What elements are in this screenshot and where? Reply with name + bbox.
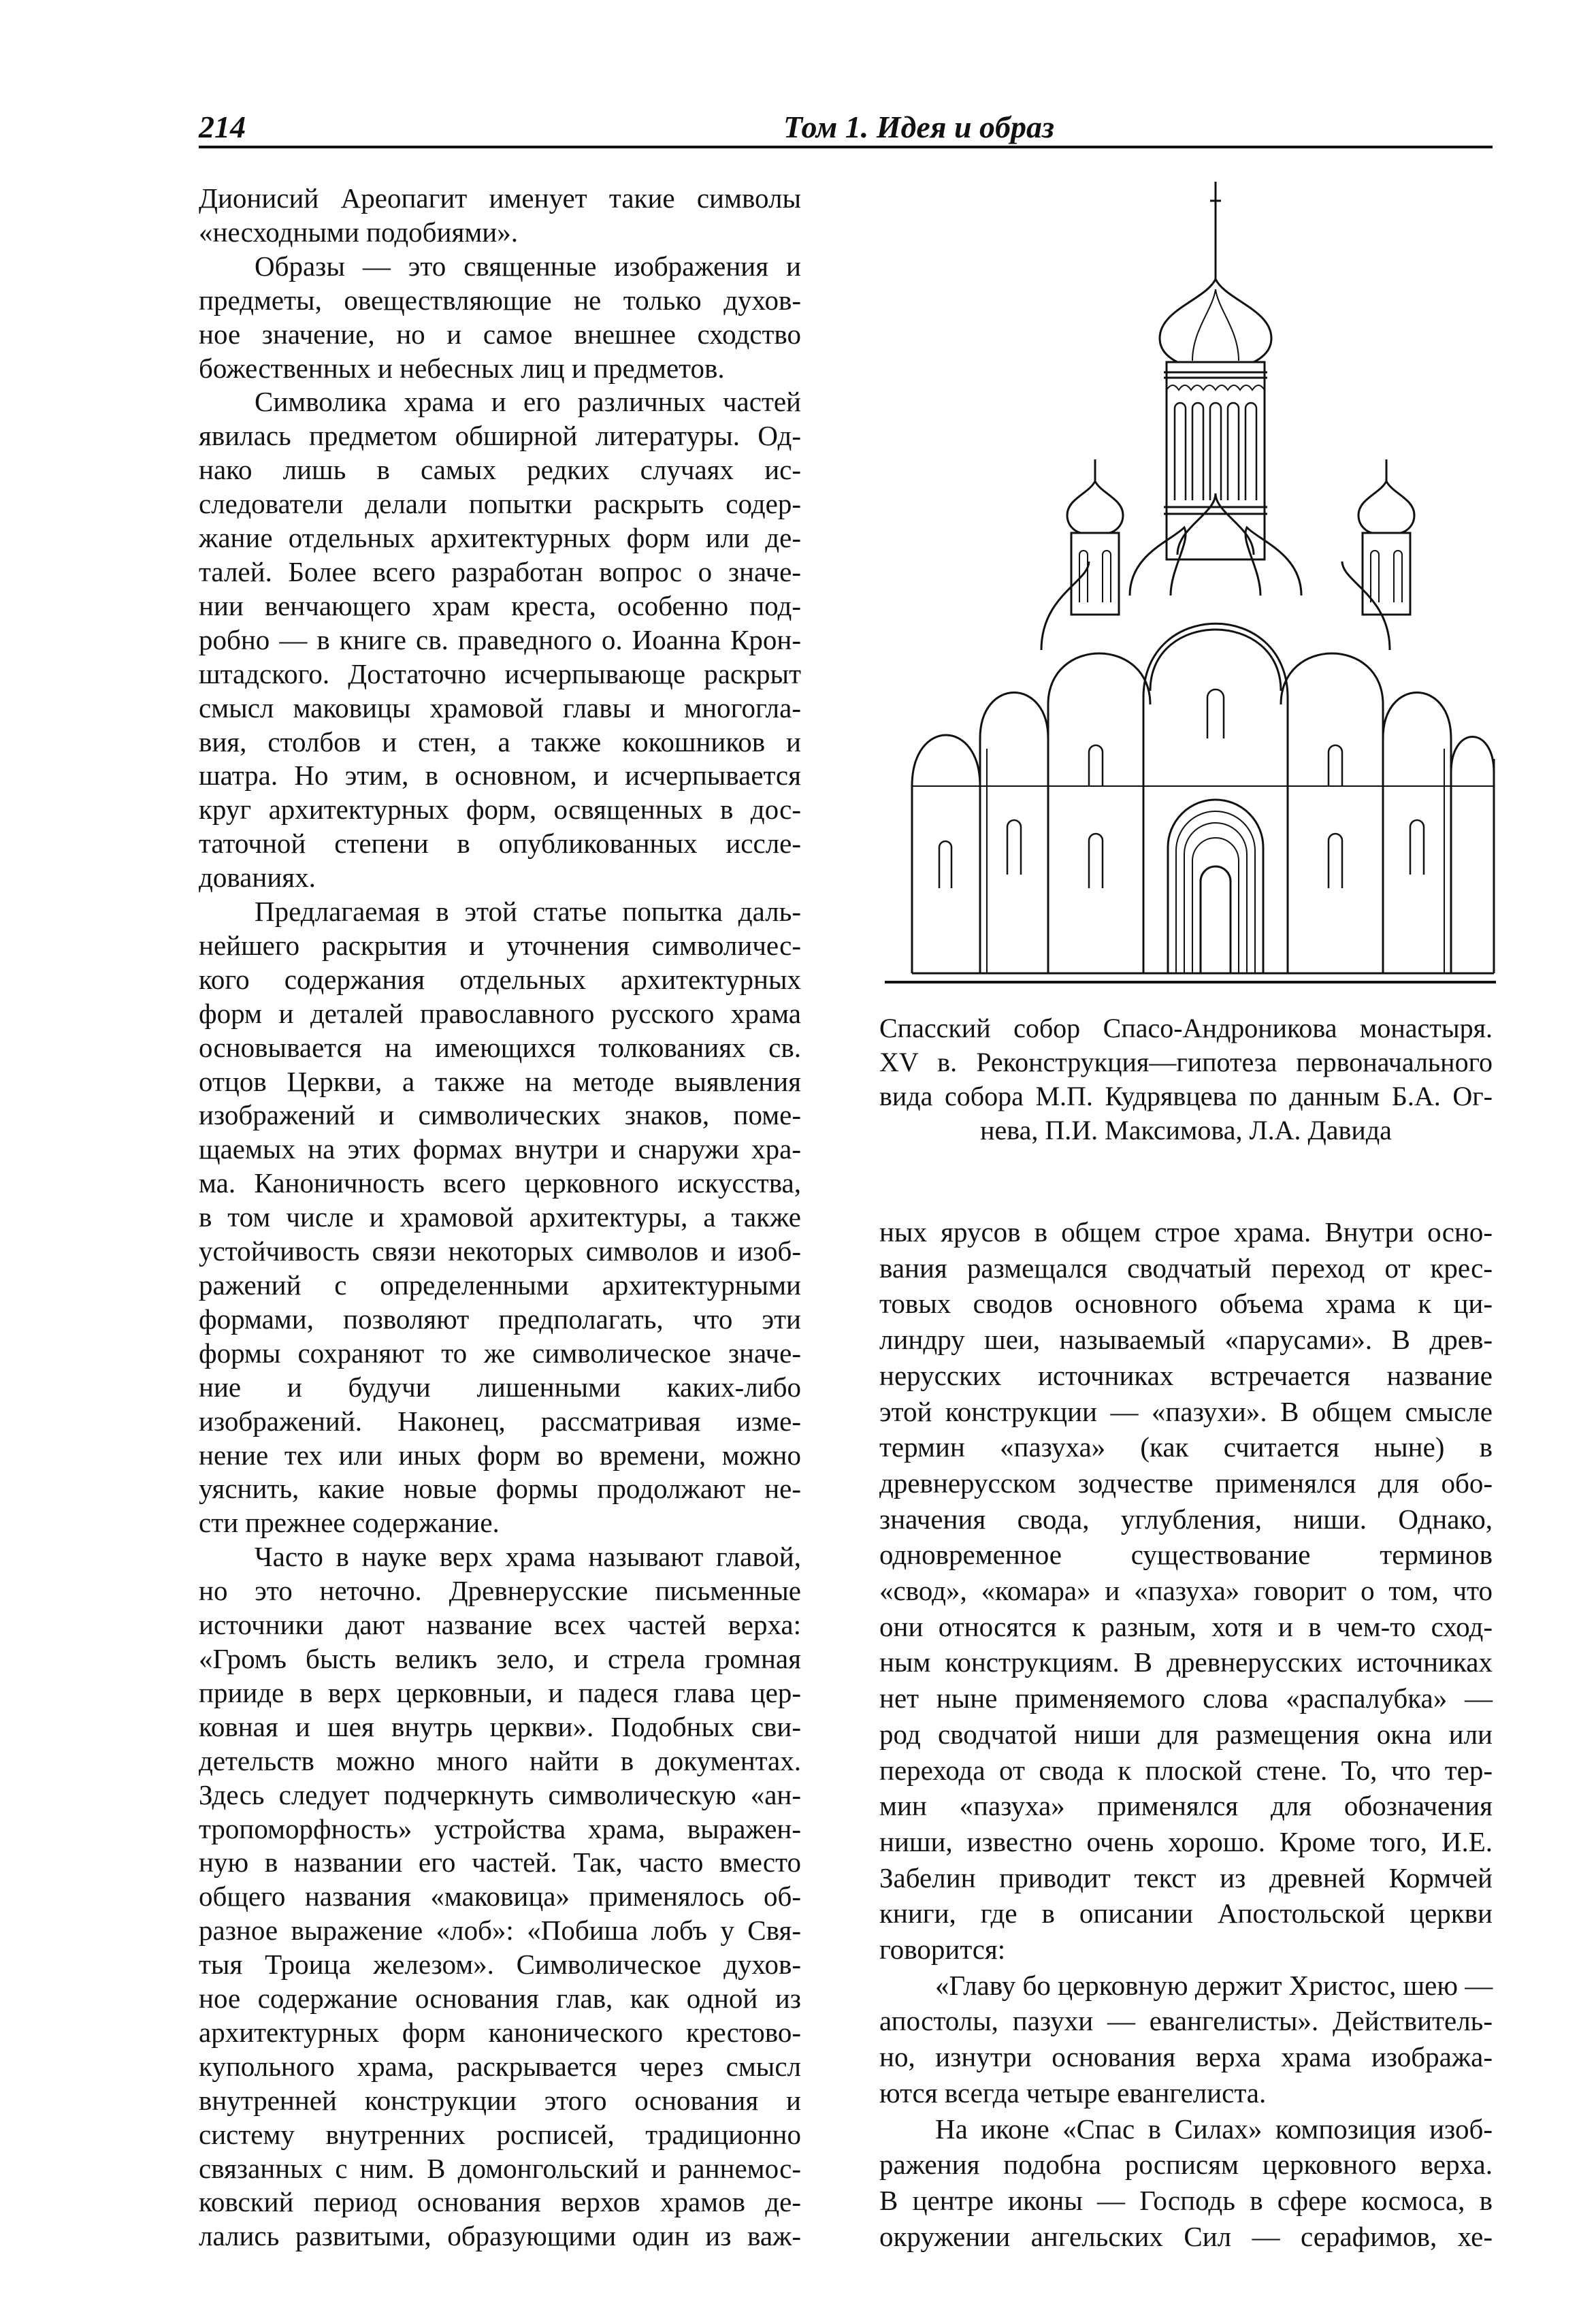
paragraph [199,385,801,895]
paragraph [199,250,801,386]
text-line: Часто в науке верх храма называют главой, [255,1541,801,1573]
header-rule [199,146,1493,148]
figure-caption [879,1011,1493,1148]
text-line: нейшего раскрытия и уточнения символичес- [199,929,801,961]
paragraph [199,895,801,1540]
text-line: штадского. Достаточно исчерпывающе раскрыт [199,657,801,689]
text-line: устойчивость связи некоторых символов и изоб- [199,1235,801,1267]
text-line: ражений с определенными архитектурными [199,1269,801,1301]
text-line: источники дают название всех частей верха: [199,1609,801,1641]
text-line: шатра. Но этим, в основном, и исчерпывается [199,760,801,792]
text-line: книги, где в описании Апостольской церкви [879,1898,1493,1930]
text-line: «свод», «комара» и «пазуха» говорит о том, что [879,1575,1493,1607]
text-line: талей. Более всего разработан вопрос о значе- [199,555,801,587]
text-line: кого содержания отдельных архитектурных [199,963,801,995]
text-line: купольного храма, раскрывается через смысл [199,2050,801,2082]
text-line: связанных с ним. В домонгольский и раннемос- [199,2152,801,2184]
text-line: систему внутренних росписей, традиционно [199,2118,801,2150]
text-line: ное значение, но и самое внешнее сходство [199,318,801,350]
text-line: формами, позволяют предполагать, что эти [199,1303,801,1335]
text-line: вия, столбов и стен, а также кокошников и [199,726,801,758]
text-line: Забелин приводит текст из древней Кормчей [879,1861,1493,1893]
text-line: изображений и символических знаков, поме- [199,1099,801,1131]
text-line: таточной степени в опубликованных иссле- [199,828,801,860]
text-line: Символика храма и его различных частей [255,386,801,418]
text-line: но это неточно. Древнерусские письменные [199,1575,801,1607]
text-line: мин «пазуха» применялся для обозначения [879,1790,1493,1822]
text-line: нерусских источниках встречается название [879,1359,1493,1391]
text-line: но, изнутри основания верха храма изобража- [879,2041,1493,2073]
text-line: термин «пазуха» (как считается ныне) в [879,1431,1493,1463]
right-text-column [879,1214,1493,2254]
text-line: ковная и шея внутрь церкви». Подобных сви- [199,1710,801,1742]
text-line: сти прежнее содержание. [199,1507,500,1539]
text-line: божественных и небесных лиц и предметов. [199,352,725,384]
page-number: 214 [199,110,246,144]
text-line: в том числе и храмовой архитектуры, а также [199,1201,801,1233]
caption-line: Спасский собор Спасо-Андроникова монастыря. [879,1013,1493,1043]
text-line: ное содержание основания глав, как одной из [199,1983,801,2015]
text-line: щаемых на этих формах внутри и снаружи хра- [199,1133,801,1165]
text-line: уяснить, какие новые формы продолжают не- [199,1473,801,1505]
text-line: ниши, известно очень хорошо. Кроме того, И.Е. [879,1825,1493,1857]
text-line: тропоморфность» устройства храма, выражен- [199,1812,801,1844]
text-line: ются всегда четыре евангелиста. [879,2077,1267,2109]
text-line: товых сводов основного объема храма к ци- [879,1288,1493,1320]
text-line: архитектурных форм канонического крестово- [199,2016,801,2048]
text-line: ковский период основания верхов храмов де- [199,2186,801,2218]
text-line: «несходными подобиями». [199,216,518,248]
text-line: внутренней конструкции этого основания и [199,2084,801,2116]
text-line: формы сохраняют то же символическое значе- [199,1337,801,1369]
caption-line: вида собора М.П. Кудрявцева по данным Б.А. Ог- [879,1081,1493,1111]
text-line: апостолы, пазухи — евангелисты». Действитель- [879,2005,1493,2037]
text-line: они относятся к разным, хотя и в чем-то сход- [879,1610,1493,1642]
text-line: лались развитыми, образующими один из важ- [199,2220,801,2252]
text-line: ма. Каноничность всего церковного искусства, [199,1167,801,1199]
text-line: отцов Церкви, а также на методе выявления [199,1065,801,1097]
text-line: ных ярусов в общем строе храма. Внутри осно- [879,1216,1493,1248]
text-line: В центре иконы — Господь в сфере космоса, в [879,2184,1493,2216]
text-line: перехода от свода к плоской стене. То, что тер- [879,1754,1493,1786]
text-line: детельств можно много найти в документах. [199,1744,801,1776]
text-line: разное выражение «лоб»: «Побиша лобъ у Свя- [199,1915,801,1947]
text-line: нет ныне применяемого слова «распалубка» — [879,1682,1493,1714]
left-text-column [199,182,801,2254]
text-line: следователи делали попытки раскрыть содер- [199,488,801,520]
text-line: нако лишь в самых редких случаях ис- [199,454,801,486]
text-line: Дионисий Ареопагит именует такие символы [199,182,801,214]
text-line: смысл маковицы храмовой главы и многогла- [199,692,801,723]
text-line: робно — в книге св. праведного о. Иоанна Крон- [199,623,801,655]
text-line: «Громъ бысть великъ зело, и стрела громная [199,1642,801,1674]
text-line: нии венчающего храм креста, особенно под- [199,589,801,621]
text-line: одновременное существование терминов [879,1539,1493,1571]
paragraph [879,2111,1493,2255]
text-line: значения свода, углубления, ниши. Однако, [879,1503,1493,1535]
running-title: Том 1. Идея и образ [783,110,1054,144]
text-line: нение тех или иных форм во времени, можно [199,1439,801,1471]
text-line: ную в названии его частей. Так, часто вместо [199,1847,801,1878]
paragraph [879,1968,1493,2111]
text-line: общего названия «маковица» применялось об- [199,1881,801,1913]
text-line: древнерусском зодчестве применялся для обо- [879,1467,1493,1499]
text-line: ние и будучи лишенными каких-либо [199,1371,801,1403]
text-line: линдру шеи, называемый «парусами». В древ- [879,1324,1493,1356]
text-line: круг архитектурных форм, освященных в дос- [199,794,801,826]
caption-line: XV в. Реконструкция—гипотеза первоначального [879,1047,1493,1077]
paragraph [199,182,801,250]
text-line: Образы — это священные изображения и [255,250,801,282]
text-line: дованиях. [199,862,316,894]
text-line: ным конструкциям. В древнерусских источниках [879,1646,1493,1678]
text-line: вания размещался сводчатый переход от крес- [879,1252,1493,1284]
text-line: ражения подобна росписям церковного верха. [879,2149,1493,2181]
paragraph [199,1540,801,2254]
caption-line: нева, П.И. Максимова, Л.А. Давида [980,1115,1392,1145]
text-line: тыя Троица железом». Символическое духов- [199,1949,801,1981]
text-line: Здесь следует подчеркнуть символическую «ан- [199,1778,801,1810]
text-line: форм и деталей православного русского храма [199,997,801,1029]
text-line: основывается на имеющихся толкованиях св. [199,1031,801,1063]
text-line: На иконе «Спас в Силах» композиция изоб- [935,2113,1493,2145]
text-line: явилась предметом обширной литературы. Од- [199,420,801,452]
paragraph [879,1214,1493,1968]
text-line: предметы, овеществляющие не только духов- [199,284,801,316]
text-line: «Главу бо церковную держит Христос, шею — [935,1969,1493,2001]
text-line: род сводчатой ниши для размещения окна или [879,1718,1493,1750]
text-line: говорится: [879,1934,1006,1966]
text-line: изображений. Наконец, рассматривая изме- [199,1405,801,1437]
text-line: Предлагаемая в этой статье попытка даль- [255,896,801,928]
text-line: окружении ангельских Сил — серафимов, хе- [879,2220,1493,2252]
cathedral-elevation-drawing-icon [885,174,1497,990]
text-line: жание отдельных архитектурных форм или де- [199,522,801,554]
text-line: прииде в верх церковныи, и падеся глава цер- [199,1676,801,1708]
text-line: этой конструкции — «пазухи». В общем смысле [879,1395,1493,1427]
